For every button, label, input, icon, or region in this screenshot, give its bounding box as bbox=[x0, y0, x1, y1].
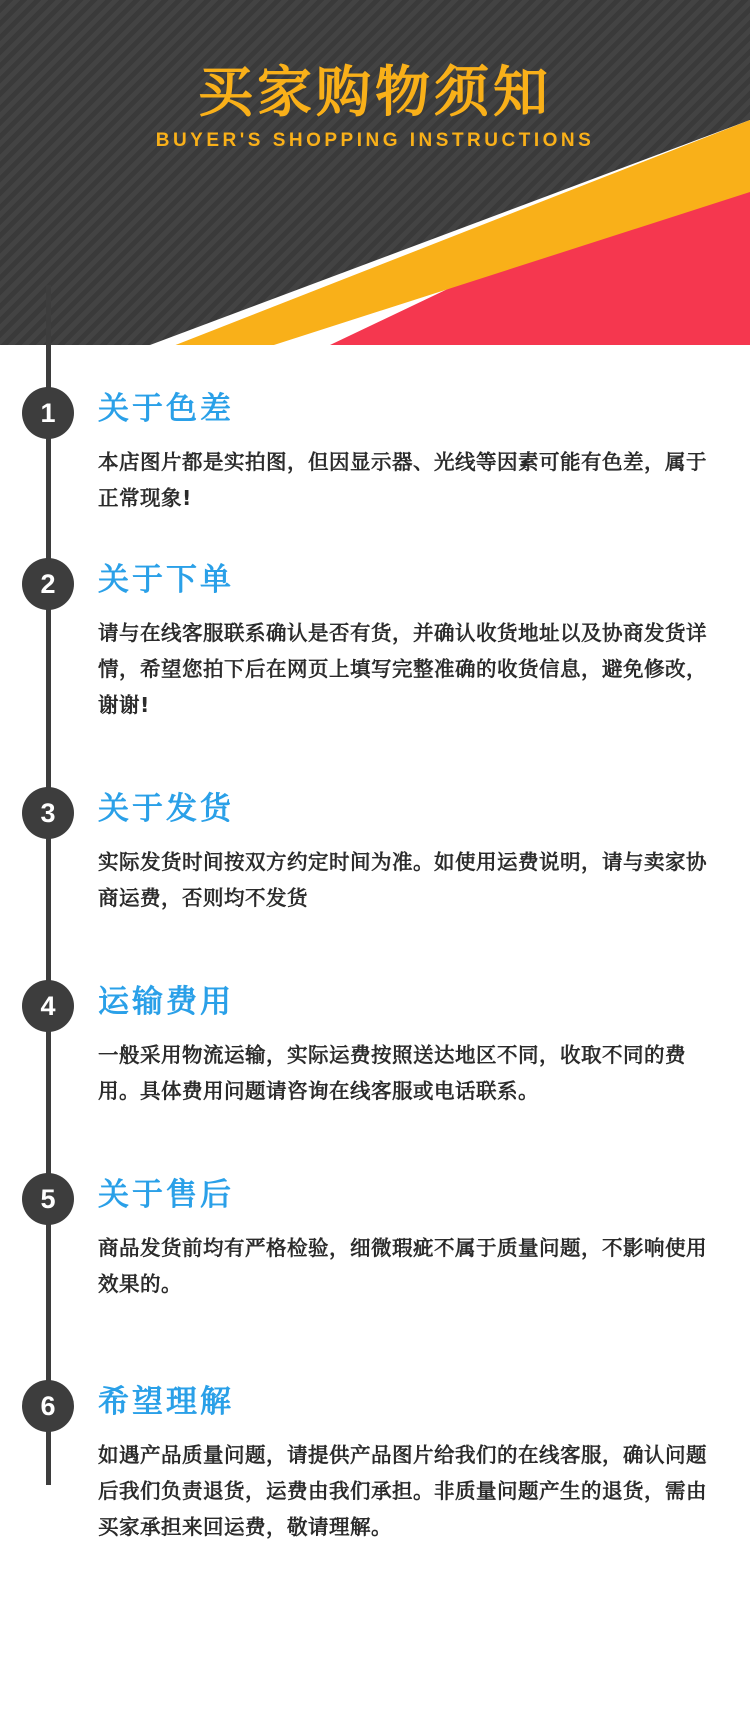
list-item-text: 请与在线客服联系确认是否有货，并确认收货地址以及协商发货详情，希望您拍下后在网页上填写完整准确的收货信息，避免修改，谢谢! bbox=[98, 621, 707, 717]
list-item bbox=[0, 1169, 750, 1302]
list-item-text: 商品发货前均有严格检验，细微瑕疵不属于质量问题，不影响使用效果的。 bbox=[98, 1236, 707, 1296]
list-item-heading: 关于售后 bbox=[98, 1177, 234, 1213]
list-item-body bbox=[74, 1376, 750, 1545]
list-item-text: 本店图片都是实拍图，但因显示器、光线等因素可能有色差，属于正常现象! bbox=[98, 450, 707, 510]
list-item bbox=[0, 783, 750, 916]
list-item-heading: 希望理解 bbox=[98, 1384, 234, 1420]
step-number-badge: 4 bbox=[22, 980, 74, 1032]
step-number-badge: 3 bbox=[22, 787, 74, 839]
list-item-text: 如遇产品质量问题，请提供产品图片给我们的在线客服，确认问题后我们负责退货，运费由我们承担。非质量问题产生的退货，需由买家承担来回运费，敬请理解。 bbox=[98, 1443, 707, 1539]
list-item-heading: 运输费用 bbox=[98, 984, 234, 1020]
list-item-text: 一般采用物流运输，实际运费按照送达地区不同，收取不同的费用。具体费用问题请咨询在线客服或电话联系。 bbox=[98, 1043, 686, 1103]
step-number-badge: 2 bbox=[22, 558, 74, 610]
list-item-body bbox=[74, 1169, 750, 1302]
list-item-body bbox=[74, 783, 750, 916]
list-item bbox=[0, 1376, 750, 1545]
list-item-body bbox=[74, 383, 750, 516]
list-item-heading: 关于发货 bbox=[98, 791, 234, 827]
list-item bbox=[0, 554, 750, 723]
step-number-badge: 1 bbox=[22, 387, 74, 439]
list-item-body bbox=[74, 554, 750, 723]
step-number-badge: 5 bbox=[22, 1173, 74, 1225]
list-item-body bbox=[74, 976, 750, 1109]
list-item-heading: 关于色差 bbox=[98, 391, 234, 427]
list-item bbox=[0, 976, 750, 1109]
step-number-badge: 6 bbox=[22, 1380, 74, 1432]
list-item-text: 实际发货时间按双方约定时间为准。如使用运费说明，请与卖家协商运费，否则均不发货 bbox=[98, 850, 707, 910]
instructions-timeline bbox=[0, 345, 750, 1545]
header-banner bbox=[0, 0, 750, 345]
list-item-heading: 关于下单 bbox=[98, 562, 234, 598]
page-subtitle: BUYER'S SHOPPING INSTRUCTIONS bbox=[155, 130, 595, 151]
page-title: 买家购物须知 bbox=[197, 60, 552, 124]
list-item bbox=[0, 383, 750, 516]
